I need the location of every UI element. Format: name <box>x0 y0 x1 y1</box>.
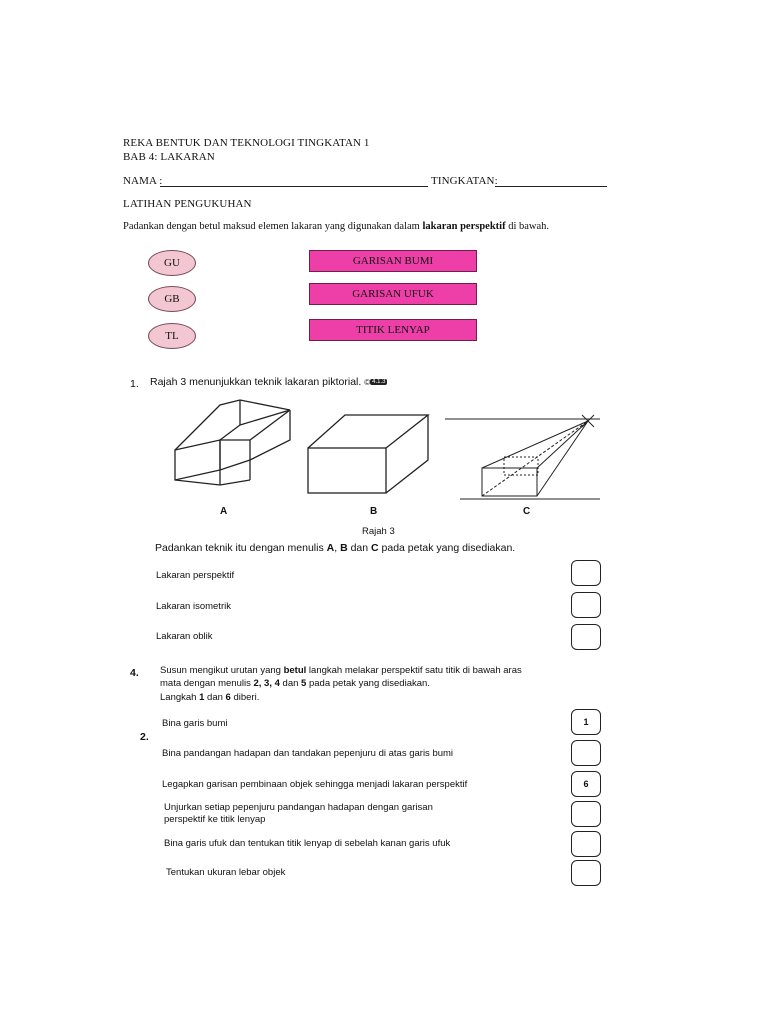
q2-given-mid: dan <box>204 692 226 703</box>
answer-box-isometrik[interactable] <box>571 592 601 618</box>
answer-box-perspektif[interactable] <box>571 560 601 586</box>
instruction-bold: lakaran perspektif <box>422 221 506 232</box>
step-bina-pandangan-hadapan: Bina pandangan hadapan dan tandakan pepenjuru di atas garis bumi <box>162 748 454 759</box>
step-unjurkan-pepenjuru <box>164 802 433 826</box>
q1-question: Rajah 3 menunjukkan teknik lakaran piktorial. <box>150 376 362 388</box>
section-title: LATIHAN PENGUKUHAN <box>123 198 252 210</box>
q2-text-pre: Susun mengikut urutan yang <box>160 665 284 676</box>
q2-given-post: diberi. <box>230 692 260 703</box>
q2-printed-number: 4. <box>130 667 139 679</box>
answer-box-step-3[interactable] <box>571 771 601 797</box>
figure-caption: Rajah 3 <box>362 526 395 537</box>
q1-item-perspektif: Lakaran perspektif <box>156 570 235 581</box>
figure-b-drawing <box>308 415 428 493</box>
q2-line2-nums: 2, 3, 4 <box>253 678 280 689</box>
chapter-title: BAB 4: LAKARAN <box>123 151 215 163</box>
instruction-text-end: di bawah. <box>505 221 550 232</box>
q1-item-isometrik: Lakaran isometrik <box>156 601 231 612</box>
box-garisan-ufuk[interactable] <box>309 283 477 305</box>
q2-line2-num5: 5 <box>301 678 307 689</box>
nama-label: NAMA : <box>123 175 163 187</box>
standard-badge: 4.1.3 <box>372 379 386 386</box>
nama-field[interactable] <box>160 186 428 187</box>
box-label: GARISAN BUMI <box>352 255 434 267</box>
answer-box-oblik[interactable] <box>571 624 601 650</box>
rajah-3-figure <box>160 395 610 525</box>
figure-c-drawing <box>445 415 600 499</box>
oval-label: GB <box>164 293 180 305</box>
q1-text <box>150 376 387 388</box>
section-instruction <box>123 221 549 232</box>
tingkatan-field[interactable] <box>495 186 607 187</box>
answer-box-step-6[interactable] <box>571 860 601 886</box>
step-bina-garis-ufuk: Bina garis ufuk dan tentukan titik lenyap di sebelah kanan garis ufuk <box>164 838 451 849</box>
doc-title: REKA BENTUK DAN TEKNOLOGI TINGKATAN 1 <box>123 137 370 149</box>
q2-line2-pre: mata dengan menulis <box>160 678 254 689</box>
q1-number: 1. <box>130 378 139 390</box>
q2-given-6: 6 <box>225 692 231 703</box>
q2-given-1: 1 <box>199 692 205 703</box>
q1-instruction-end: pada petak yang disediakan. <box>378 542 516 554</box>
q1-item-oblik: Lakaran oblik <box>156 631 213 642</box>
answer-box-step-4[interactable] <box>571 801 601 827</box>
box-label: TITIK LENYAP <box>356 324 430 336</box>
instruction-text: Padankan dengan betul maksud elemen lakaran yang digunakan dalam <box>123 221 423 232</box>
copyright-icon: © <box>364 378 371 387</box>
answer-box-step-1[interactable] <box>571 709 601 735</box>
answer-box-value: 1 <box>583 717 589 727</box>
letter-a: A <box>326 542 335 554</box>
q2-given-pre: Langkah <box>160 692 200 703</box>
figure-label-c: C <box>523 506 531 517</box>
step-unjurkan-line1: Unjurkan setiap pepenjuru pandangan hadapan dengan garisan <box>164 802 433 813</box>
oval-label: GU <box>164 257 180 269</box>
q2-line2-mid: dan <box>279 678 302 689</box>
oval-label: TL <box>165 330 179 342</box>
q2-given <box>160 692 259 703</box>
answer-box-step-2[interactable] <box>571 740 601 766</box>
oval-gb[interactable] <box>148 286 196 312</box>
q2-text-post: langkah melakar perspektif satu titik di bawah aras <box>306 665 522 676</box>
q1-instruction-mid: dan <box>347 542 372 554</box>
step-tentukan-ukuran: Tentukan ukuran lebar objek <box>166 867 286 878</box>
oval-tl[interactable] <box>148 323 196 349</box>
q1-instruction <box>155 542 515 554</box>
letter-c: C <box>371 542 379 554</box>
q2-text <box>160 664 522 690</box>
q1-instruction-sep: , <box>334 542 341 554</box>
box-garisan-bumi[interactable] <box>309 250 477 272</box>
step-legapkan-garisan: Legapkan garisan pembinaan objek sehingga menjadi lakaran perspektif <box>162 779 468 790</box>
q2-text-line1 <box>160 664 522 677</box>
q1-instruction-text: Padankan teknik itu dengan menulis <box>155 542 327 554</box>
figure-label-a: A <box>220 506 228 517</box>
q2-side-number: 2. <box>140 731 149 743</box>
tingkatan-label: TINGKATAN: <box>431 175 498 187</box>
q2-text-line2 <box>160 677 522 690</box>
q2-line2-post: pada petak yang disediakan. <box>306 678 430 689</box>
box-label: GARISAN UFUK <box>352 288 434 300</box>
step-bina-garis-bumi: Bina garis bumi <box>162 718 228 729</box>
letter-b: B <box>340 542 348 554</box>
figure-a-drawing <box>175 400 290 485</box>
answer-box-value: 6 <box>583 779 589 789</box>
figure-label-b: B <box>370 506 378 517</box>
step-unjurkan-line2: perspektif ke titik lenyap <box>164 814 266 825</box>
box-titik-lenyap[interactable] <box>309 319 477 341</box>
oval-gu[interactable] <box>148 250 196 276</box>
q2-text-bold: betul <box>283 665 307 676</box>
answer-box-step-5[interactable] <box>571 831 601 857</box>
